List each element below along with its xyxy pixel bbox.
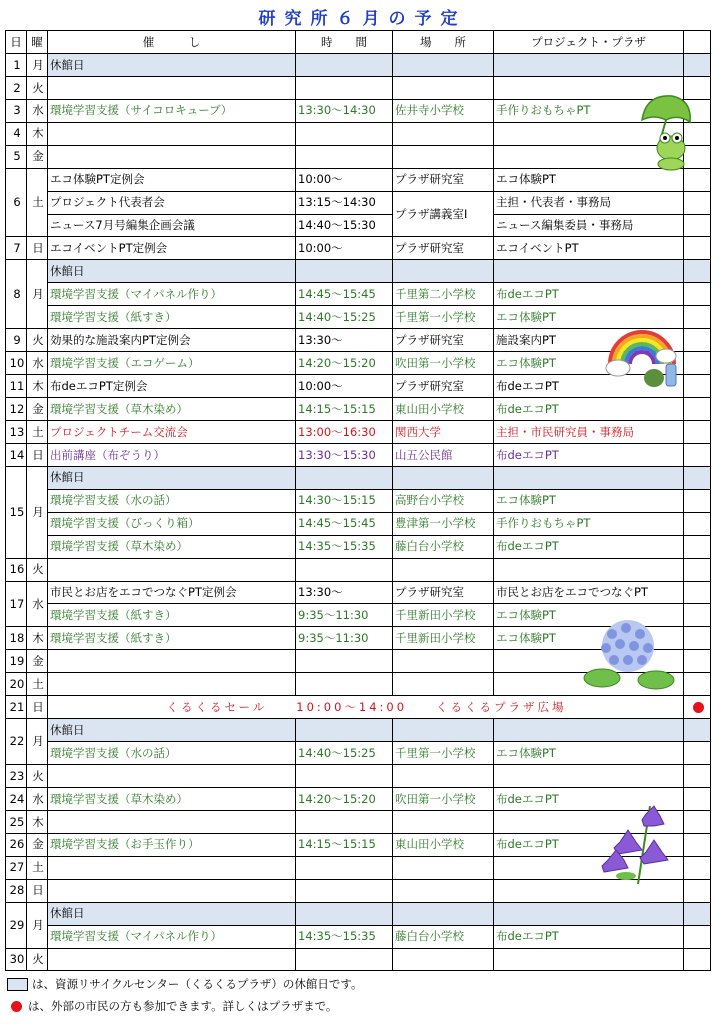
place-cell: 千里第一小学校 — [393, 306, 494, 329]
weekday-cell: 火 — [27, 329, 48, 352]
empty-cell — [393, 902, 494, 925]
place-cell: 東山田小学校 — [393, 833, 494, 856]
place-cell: 藤白台小学校 — [393, 535, 494, 558]
time-cell: 14:45～15:45 — [296, 283, 393, 306]
place-cell: 佐井寺小学校 — [393, 99, 494, 122]
weekday-cell: 月 — [27, 719, 48, 765]
day-cell: 22 — [6, 719, 27, 765]
table-row — [6, 420, 711, 443]
header-time: 時 間 — [296, 31, 393, 54]
extra-cell — [684, 879, 711, 902]
project-cell: エコ体験PT — [494, 627, 684, 650]
weekday-cell: 木 — [27, 375, 48, 398]
empty-cell — [296, 53, 393, 76]
day-cell: 28 — [6, 879, 27, 902]
extra-cell — [684, 191, 711, 214]
day-cell: 3 — [6, 99, 27, 122]
time-cell — [296, 145, 393, 168]
day-cell: 25 — [6, 810, 27, 833]
day-cell: 17 — [6, 581, 27, 627]
extra-cell — [684, 329, 711, 352]
legend-closed-text: は、資源リサイクルセンター（くるくるプラザ）の休館日です。 — [32, 977, 363, 991]
empty-cell — [296, 719, 393, 742]
day-cell: 13 — [6, 420, 27, 443]
event-cell: 出前講座（布ぞうり） — [48, 443, 296, 466]
closed-label: 休館日 — [48, 53, 296, 76]
header-extra — [684, 31, 711, 54]
project-cell: 布deエコPT — [494, 398, 684, 421]
time-cell — [296, 122, 393, 145]
project-cell: エコ体験PT — [494, 742, 684, 765]
extra-cell — [684, 237, 711, 260]
empty-cell — [494, 466, 684, 489]
project-cell: 布deエコPT — [494, 535, 684, 558]
extra-cell — [684, 535, 711, 558]
empty-cell — [296, 902, 393, 925]
time-cell: 14:15～15:15 — [296, 833, 393, 856]
place-cell — [393, 879, 494, 902]
weekday-cell: 火 — [27, 76, 48, 99]
place-cell — [393, 856, 494, 879]
time-cell: 10:00～ — [296, 237, 393, 260]
event-cell — [48, 145, 296, 168]
weekday-cell: 火 — [27, 558, 48, 581]
place-cell: 千里第一小学校 — [393, 742, 494, 765]
project-cell: エコイベントPT — [494, 237, 684, 260]
empty-cell — [494, 719, 684, 742]
weekday-cell: 金 — [27, 145, 48, 168]
event-cell — [48, 76, 296, 99]
place-cell — [393, 76, 494, 99]
event-cell: 環境学習支援（マイパネル作り） — [48, 925, 296, 948]
table-row — [6, 765, 711, 788]
weekday-cell: 土 — [27, 856, 48, 879]
time-cell: 13:30～ — [296, 581, 393, 604]
table-row — [6, 696, 711, 719]
weekday-cell: 日 — [27, 696, 48, 719]
empty-cell — [494, 53, 684, 76]
event-cell — [48, 765, 296, 788]
event-cell: エコ体験PT定例会 — [48, 168, 296, 191]
event-cell — [48, 558, 296, 581]
extra-cell — [684, 925, 711, 948]
day-cell: 21 — [6, 696, 27, 719]
day-cell: 5 — [6, 145, 27, 168]
day-cell: 19 — [6, 650, 27, 673]
day-cell: 11 — [6, 375, 27, 398]
place-cell: 千里第二小学校 — [393, 283, 494, 306]
day-cell: 30 — [6, 948, 27, 971]
weekday-cell: 金 — [27, 650, 48, 673]
table-row — [6, 558, 711, 581]
time-cell: 13:00～16:30 — [296, 420, 393, 443]
project-cell: エコ体験PT — [494, 306, 684, 329]
day-cell: 26 — [6, 833, 27, 856]
event-cell: ニュース7月号編集企画会議 — [48, 214, 296, 237]
place-cell: 吹田第一小学校 — [393, 352, 494, 375]
time-cell: 13:15～14:30 — [296, 191, 393, 214]
table-row — [6, 122, 711, 145]
weekday-cell: 月 — [27, 902, 48, 948]
sale-banner: くるくるセール 10:00～14:00 くるくるプラザ広場 — [48, 696, 684, 719]
table-row — [6, 925, 711, 948]
event-cell: 環境学習支援（草木染め） — [48, 535, 296, 558]
weekday-cell: 月 — [27, 466, 48, 558]
project-cell — [494, 558, 684, 581]
extra-cell — [684, 53, 711, 76]
weekday-cell: 水 — [27, 787, 48, 810]
place-cell — [393, 673, 494, 696]
page-title: 研究所６月の予定 — [258, 9, 467, 29]
place-cell: 関西大学 — [393, 420, 494, 443]
project-cell: 主担・代表者・事務局 — [494, 191, 684, 214]
legend-closed — [7, 976, 363, 992]
table-row — [6, 742, 711, 765]
place-cell: 高野台小学校 — [393, 489, 494, 512]
weekday-cell: 水 — [27, 581, 48, 627]
extra-cell — [684, 581, 711, 604]
time-cell: 9:35～11:30 — [296, 627, 393, 650]
event-cell: 効果的な施設案内PT定例会 — [48, 329, 296, 352]
table-row — [6, 237, 711, 260]
project-cell: 施設案内PT — [494, 329, 684, 352]
weekday-cell: 木 — [27, 627, 48, 650]
weekday-cell: 金 — [27, 398, 48, 421]
time-cell: 14:30～15:15 — [296, 489, 393, 512]
header-weekday: 曜 — [27, 31, 48, 54]
rainbow-icon — [604, 316, 678, 390]
day-cell: 15 — [6, 466, 27, 558]
hydrangea-icon — [582, 616, 678, 694]
project-cell: 布deエコPT — [494, 443, 684, 466]
extra-cell — [684, 787, 711, 810]
extra-cell — [684, 856, 711, 879]
weekday-cell: 月 — [27, 53, 48, 76]
weekday-cell: 木 — [27, 122, 48, 145]
day-cell: 6 — [6, 168, 27, 237]
day-cell: 20 — [6, 673, 27, 696]
time-cell — [296, 558, 393, 581]
weekday-cell: 水 — [27, 99, 48, 122]
extra-cell — [684, 420, 711, 443]
project-cell — [494, 765, 684, 788]
day-cell: 10 — [6, 352, 27, 375]
time-cell: 10:00～ — [296, 375, 393, 398]
extra-cell — [684, 489, 711, 512]
extra-cell — [684, 742, 711, 765]
table-row — [6, 489, 711, 512]
time-cell: 13:30～15:30 — [296, 443, 393, 466]
extra-cell — [684, 902, 711, 925]
place-cell: プラザ研究室 — [393, 168, 494, 191]
weekday-cell: 日 — [27, 879, 48, 902]
project-cell: 市民とお店をエコでつなぐPT — [494, 581, 684, 604]
event-cell: 環境学習支援（紙すき） — [48, 306, 296, 329]
empty-cell — [494, 260, 684, 283]
event-cell: 布deエコPT定例会 — [48, 375, 296, 398]
extra-cell — [684, 696, 711, 719]
table-row — [6, 191, 711, 214]
table-row — [6, 398, 711, 421]
table-row — [6, 719, 711, 742]
time-cell — [296, 673, 393, 696]
day-cell: 23 — [6, 765, 27, 788]
header-place: 場 所 — [393, 31, 494, 54]
event-cell: エコイベントPT定例会 — [48, 237, 296, 260]
extra-cell — [684, 604, 711, 627]
event-cell — [48, 122, 296, 145]
day-cell: 7 — [6, 237, 27, 260]
project-cell: 布deエコPT — [494, 833, 684, 856]
day-cell: 24 — [6, 787, 27, 810]
event-cell: 環境学習支援（びっくり箱） — [48, 512, 296, 535]
project-cell: エコ体験PT — [494, 168, 684, 191]
extra-cell — [684, 765, 711, 788]
extra-cell — [684, 810, 711, 833]
place-cell — [393, 650, 494, 673]
day-cell: 1 — [6, 53, 27, 76]
table-row — [6, 145, 711, 168]
day-cell: 8 — [6, 260, 27, 329]
event-cell: 環境学習支援（紙すき） — [48, 604, 296, 627]
table-row — [6, 99, 711, 122]
project-cell: エコ体験PT — [494, 489, 684, 512]
time-cell — [296, 76, 393, 99]
empty-cell — [296, 260, 393, 283]
red-dot-icon — [693, 702, 704, 713]
closed-swatch — [7, 978, 28, 991]
extra-cell — [684, 512, 711, 535]
event-cell: 環境学習支援（紙すき） — [48, 627, 296, 650]
time-cell — [296, 810, 393, 833]
empty-cell — [393, 260, 494, 283]
place-cell: 藤白台小学校 — [393, 925, 494, 948]
weekday-cell: 日 — [27, 237, 48, 260]
time-cell: 14:45～15:45 — [296, 512, 393, 535]
header-event: 催 し — [48, 31, 296, 54]
day-cell: 27 — [6, 856, 27, 879]
weekday-cell: 木 — [27, 810, 48, 833]
project-cell: 布deエコPT — [494, 925, 684, 948]
closed-label: 休館日 — [48, 719, 296, 742]
time-cell: 14:40～15:25 — [296, 742, 393, 765]
weekday-cell: 土 — [27, 673, 48, 696]
event-cell — [48, 810, 296, 833]
extra-cell — [684, 948, 711, 971]
weekday-cell: 水 — [27, 352, 48, 375]
weekday-cell: 火 — [27, 765, 48, 788]
place-cell — [393, 810, 494, 833]
event-cell — [48, 856, 296, 879]
table-row — [6, 168, 711, 191]
time-cell — [296, 948, 393, 971]
extra-cell — [684, 214, 711, 237]
extra-cell — [684, 650, 711, 673]
project-cell: 布deエコPT — [494, 283, 684, 306]
time-cell: 10:00～ — [296, 168, 393, 191]
table-row — [6, 581, 711, 604]
header-day: 日 — [6, 31, 27, 54]
frog-umbrella-icon — [638, 92, 694, 172]
place-cell: プラザ研究室 — [393, 329, 494, 352]
day-cell: 12 — [6, 398, 27, 421]
weekday-cell: 金 — [27, 833, 48, 856]
extra-cell — [684, 375, 711, 398]
project-cell: 主担・市民研究員・事務局 — [494, 420, 684, 443]
table-row — [6, 53, 711, 76]
place-cell — [393, 145, 494, 168]
empty-cell — [296, 466, 393, 489]
place-cell: 千里新田小学校 — [393, 604, 494, 627]
table-row — [6, 214, 711, 237]
weekday-cell: 月 — [27, 260, 48, 329]
event-cell — [48, 948, 296, 971]
empty-cell — [393, 719, 494, 742]
place-cell: プラザ研究室 — [393, 375, 494, 398]
place-cell — [393, 122, 494, 145]
extra-cell — [684, 719, 711, 742]
extra-cell — [684, 283, 711, 306]
table-row — [6, 902, 711, 925]
closed-label: 休館日 — [48, 902, 296, 925]
time-cell: 9:35～11:30 — [296, 604, 393, 627]
table-row — [6, 283, 711, 306]
project-cell: 手作りおもちゃPT — [494, 512, 684, 535]
time-cell: 14:20～15:20 — [296, 352, 393, 375]
time-cell — [296, 879, 393, 902]
event-cell: 環境学習支援（水の話） — [48, 742, 296, 765]
time-cell: 13:30～ — [296, 329, 393, 352]
event-cell: 環境学習支援（お手玉作り） — [48, 833, 296, 856]
place-cell: プラザ研究室 — [393, 237, 494, 260]
project-cell: エコ体験PT — [494, 604, 684, 627]
event-cell — [48, 879, 296, 902]
weekday-cell: 土 — [27, 168, 48, 237]
extra-cell — [684, 466, 711, 489]
event-cell: 環境学習支援（マイパネル作り） — [48, 283, 296, 306]
table-row — [6, 466, 711, 489]
time-cell: 14:35～15:35 — [296, 925, 393, 948]
day-cell: 14 — [6, 443, 27, 466]
project-cell — [494, 948, 684, 971]
time-cell — [296, 650, 393, 673]
table-row — [6, 512, 711, 535]
time-cell: 14:40～15:25 — [296, 306, 393, 329]
place-cell: プラザ研究室 — [393, 581, 494, 604]
place-cell: 東山田小学校 — [393, 398, 494, 421]
place-cell: 山五公民館 — [393, 443, 494, 466]
event-cell: プロジェクトチーム交流会 — [48, 420, 296, 443]
project-cell: エコ体験PT — [494, 352, 684, 375]
header-row — [6, 31, 711, 54]
place-cell: プラザ講義室Ⅰ — [393, 191, 494, 237]
table-row — [6, 948, 711, 971]
event-cell: プロジェクト代表者会 — [48, 191, 296, 214]
time-cell — [296, 856, 393, 879]
day-cell: 4 — [6, 122, 27, 145]
day-cell: 18 — [6, 627, 27, 650]
weekday-cell: 日 — [27, 443, 48, 466]
time-cell: 14:35～15:35 — [296, 535, 393, 558]
extra-cell — [684, 352, 711, 375]
project-cell: 手作りおもちゃPT — [494, 99, 684, 122]
closed-label: 休館日 — [48, 466, 296, 489]
place-cell: 吹田第一小学校 — [393, 787, 494, 810]
day-cell: 9 — [6, 329, 27, 352]
place-cell — [393, 948, 494, 971]
event-cell — [48, 650, 296, 673]
place-cell: 千里新田小学校 — [393, 627, 494, 650]
event-cell: 市民とお店をエコでつなぐPT定例会 — [48, 581, 296, 604]
extra-cell — [684, 833, 711, 856]
legend-dot-text: は、外部の市民の方も参加できます。詳しくはプラザまで。 — [28, 999, 338, 1013]
legend-dot — [7, 998, 337, 1014]
time-cell: 14:40～15:30 — [296, 214, 393, 237]
empty-cell — [393, 53, 494, 76]
place-cell — [393, 558, 494, 581]
day-cell: 29 — [6, 902, 27, 948]
time-cell: 14:20～15:20 — [296, 787, 393, 810]
place-cell — [393, 765, 494, 788]
event-cell: 環境学習支援（サイコロキューブ） — [48, 99, 296, 122]
extra-cell — [684, 627, 711, 650]
extra-cell — [684, 398, 711, 421]
event-cell: 環境学習支援（草木染め） — [48, 787, 296, 810]
weekday-cell: 火 — [27, 948, 48, 971]
table-row — [6, 76, 711, 99]
place-cell: 豊津第一小学校 — [393, 512, 494, 535]
header-project: プロジェクト・プラザ — [494, 31, 684, 54]
day-cell: 16 — [6, 558, 27, 581]
day-cell: 2 — [6, 76, 27, 99]
table-row — [6, 535, 711, 558]
extra-cell — [684, 260, 711, 283]
extra-cell — [684, 443, 711, 466]
table-row — [6, 260, 711, 283]
event-cell — [48, 673, 296, 696]
weekday-cell: 土 — [27, 420, 48, 443]
project-cell: 布deエコPT — [494, 375, 684, 398]
bellflower-icon — [590, 800, 676, 884]
project-cell: 布deエコPT — [494, 787, 684, 810]
extra-cell — [684, 558, 711, 581]
table-row — [6, 443, 711, 466]
event-cell: 環境学習支援（草木染め） — [48, 398, 296, 421]
time-cell — [296, 765, 393, 788]
project-cell: ニュース編集委員・事務局 — [494, 214, 684, 237]
red-dot-icon — [11, 1001, 22, 1012]
empty-cell — [393, 466, 494, 489]
time-cell: 13:30～14:30 — [296, 99, 393, 122]
empty-cell — [494, 902, 684, 925]
event-cell: 環境学習支援（エコゲーム） — [48, 352, 296, 375]
extra-cell — [684, 673, 711, 696]
extra-cell — [684, 306, 711, 329]
time-cell: 14:15～15:15 — [296, 398, 393, 421]
event-cell: 環境学習支援（水の話） — [48, 489, 296, 512]
closed-label: 休館日 — [48, 260, 296, 283]
